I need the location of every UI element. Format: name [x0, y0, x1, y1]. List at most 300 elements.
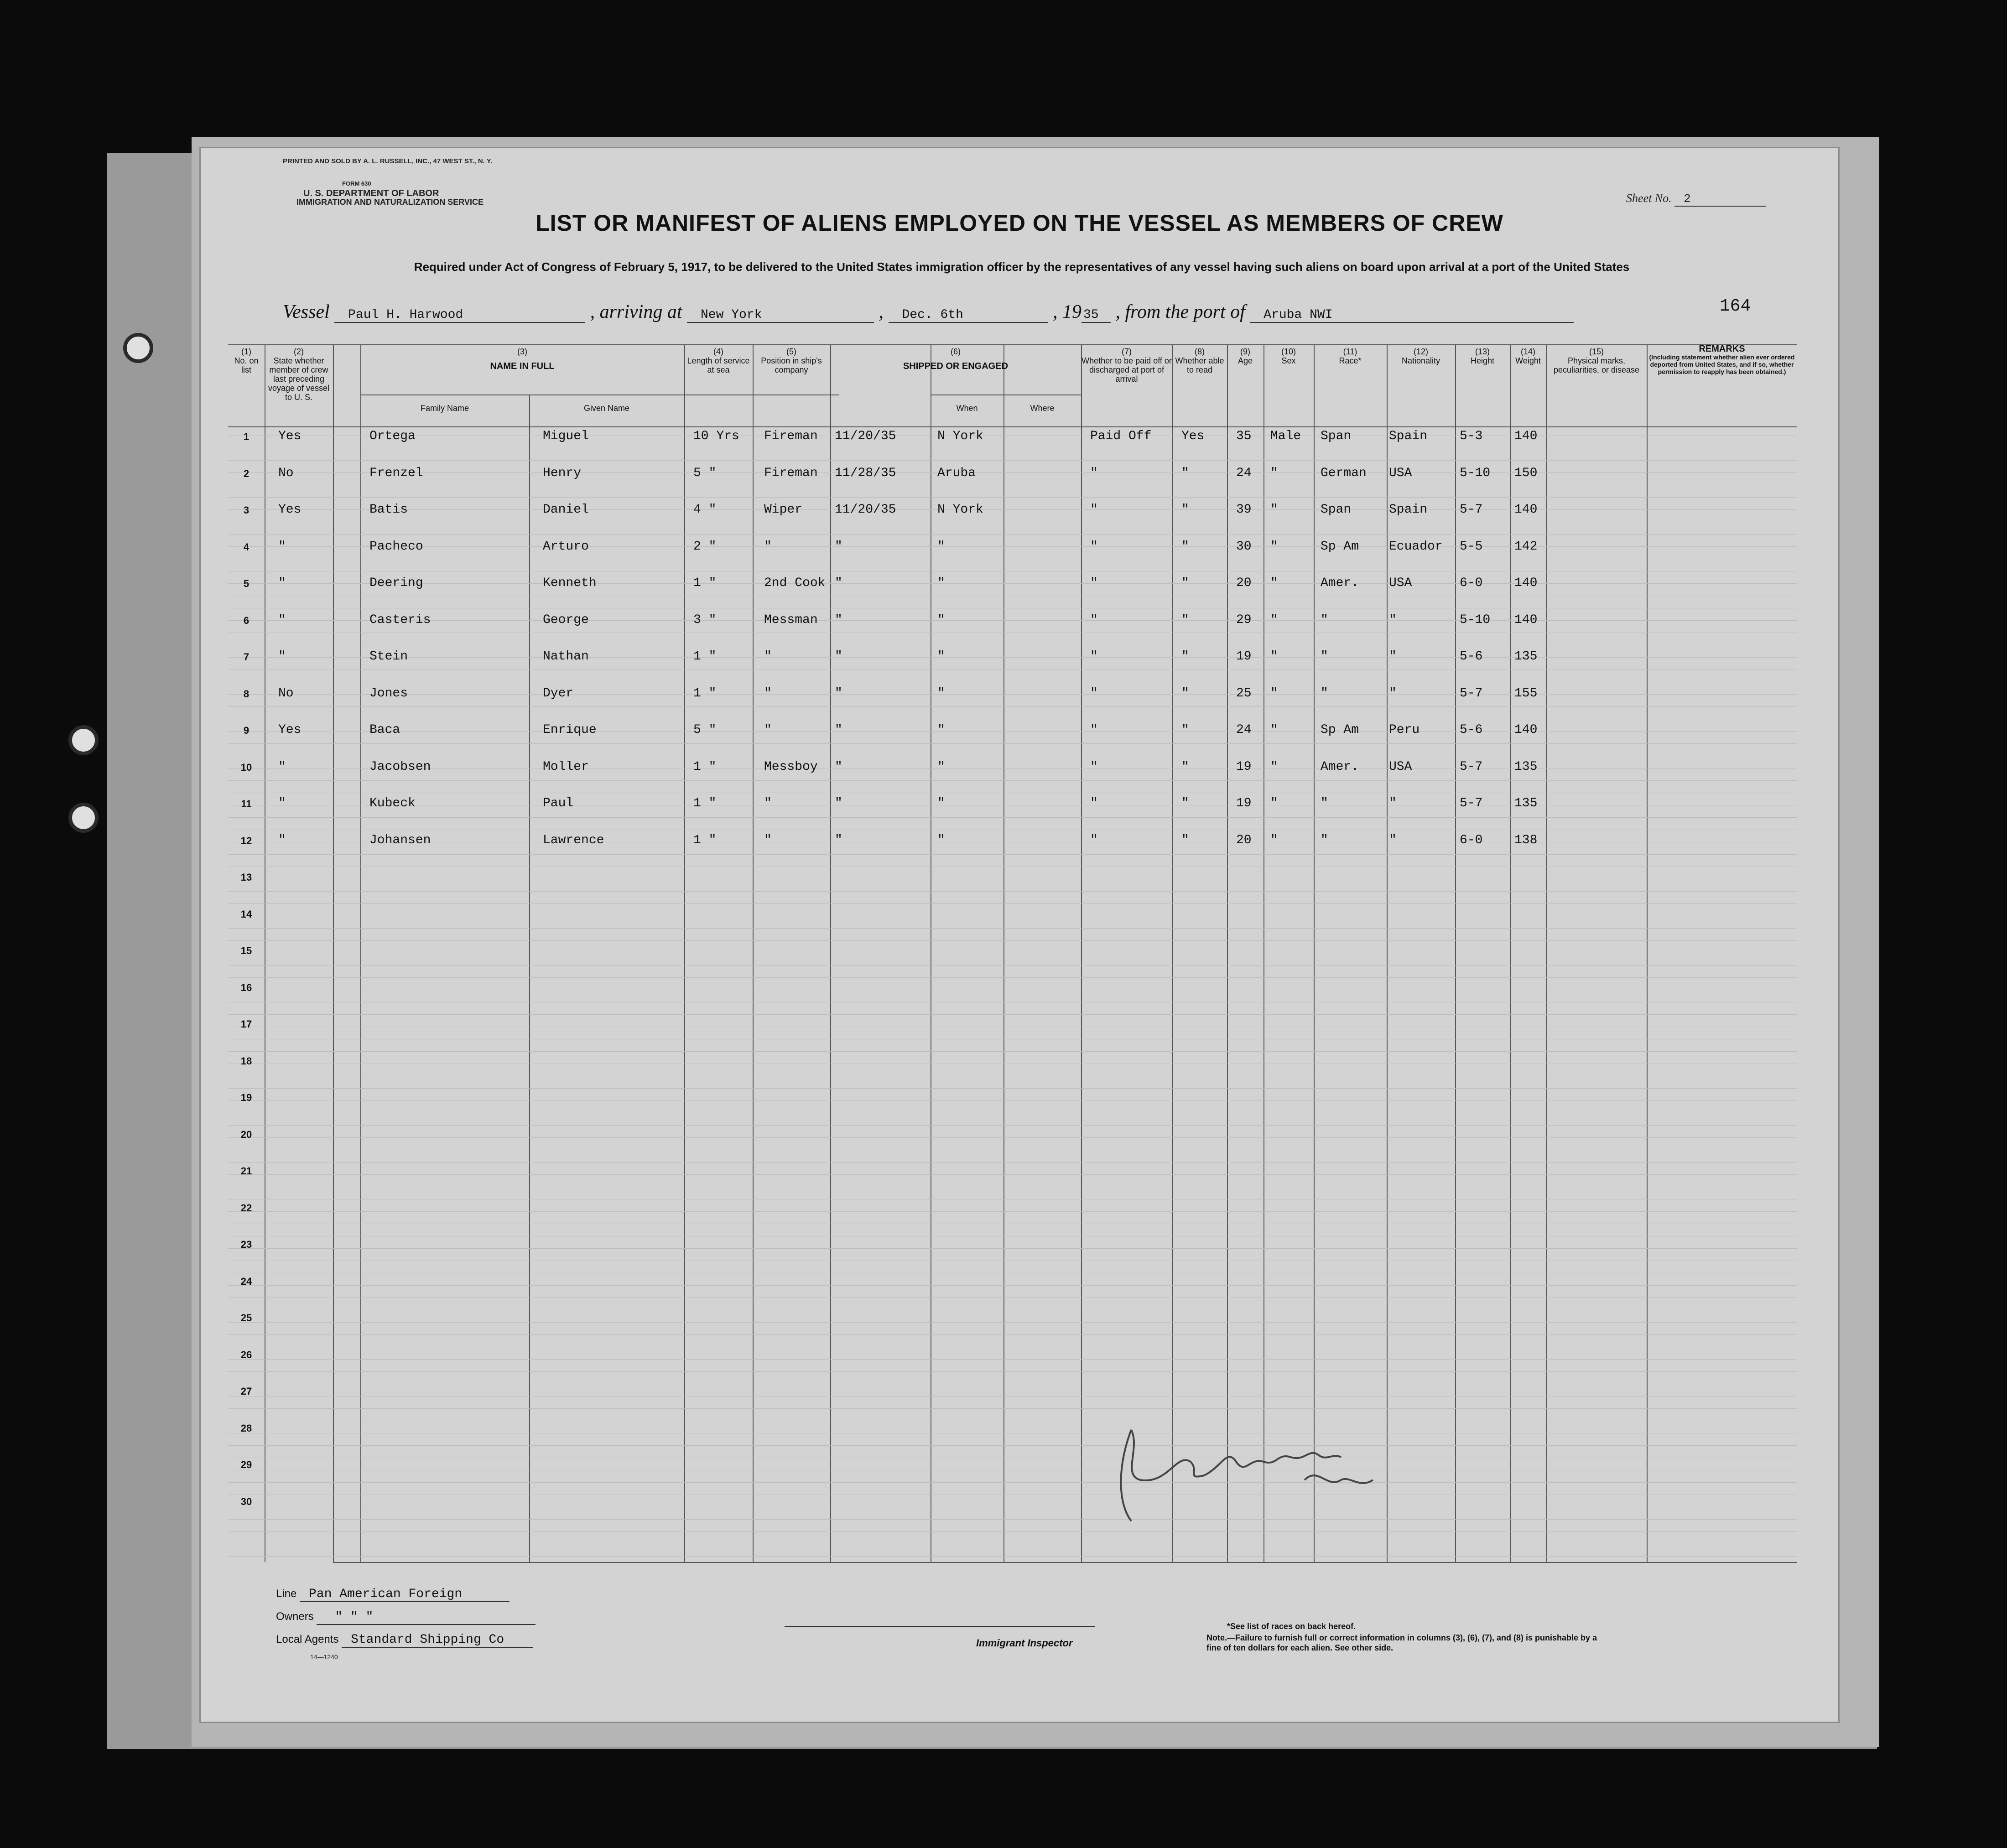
cell-age: 35 — [1236, 429, 1252, 443]
row-number: 1 — [243, 431, 250, 442]
cell-when: " — [835, 686, 842, 701]
column-rule — [830, 344, 831, 1562]
cell-sex: " — [1270, 759, 1278, 774]
cell-where: " — [937, 539, 945, 554]
cell-height: 5-7 — [1460, 759, 1483, 774]
page-title: LIST OR MANIFEST OF ALIENS EMPLOYED ON THE VESSEL AS MEMBERS OF CREW — [536, 210, 1503, 236]
cell-when: " — [835, 796, 842, 810]
cell-race: " — [1321, 649, 1328, 664]
ruled-line — [228, 928, 1797, 929]
column-number: (11) — [1343, 347, 1357, 356]
vessel-name: Paul H. Harwood — [334, 308, 585, 323]
inspector-signature — [1113, 1412, 1432, 1532]
vessel-line: Vessel Paul H. Harwood , arriving at New York , Dec. 6th , 19 35 , from the port of Aruba NWI — [283, 301, 1574, 323]
ruled-line — [228, 1051, 1797, 1052]
cell-when: " — [835, 576, 842, 590]
cell-height: 5-10 — [1460, 613, 1491, 627]
column-rule — [1510, 344, 1511, 1562]
cell-paid: " — [1090, 613, 1098, 627]
cell-read: Yes — [1181, 429, 1205, 443]
cell-where: N York — [937, 503, 983, 517]
ruled-line — [228, 1162, 1797, 1163]
cell-height: 5-5 — [1460, 539, 1483, 554]
column-number: (7) — [1122, 347, 1132, 356]
ruled-line — [228, 977, 1797, 978]
row-number: 14 — [240, 908, 252, 920]
cell-given: Daniel — [543, 503, 589, 517]
cell-race: " — [1321, 613, 1328, 627]
column-header — [1227, 344, 1263, 426]
races-note: *See list of races on back hereof. — [1227, 1622, 1356, 1631]
cell-given: Henry — [543, 466, 582, 480]
cell-race: Sp Am — [1321, 539, 1359, 554]
row-number: 24 — [240, 1275, 252, 1287]
cell-given: Dyer — [543, 686, 574, 701]
cell-age: 29 — [1236, 613, 1252, 627]
cell-family: Jones — [369, 686, 408, 701]
cell-age: 39 — [1236, 503, 1252, 517]
row-number: 23 — [240, 1239, 252, 1250]
cell-position: " — [764, 539, 772, 554]
row-number: 4 — [243, 541, 250, 553]
table-bottom-rule — [333, 1562, 1797, 1563]
ruled-line — [228, 1408, 1797, 1409]
cell-prev: Yes — [278, 503, 302, 517]
remarks-note: (Including statement whether alien ever ordered deported from United States, and if so, whether permission to reapply has been obtained.) — [1649, 353, 1795, 375]
ruled-line — [228, 1556, 1797, 1557]
column-number: (13) — [1475, 347, 1490, 356]
arriving-label: , arriving at — [590, 301, 682, 322]
cell-nat: " — [1389, 649, 1397, 664]
owners-field — [276, 1610, 536, 1625]
ruled-line — [228, 743, 1797, 744]
row-number: 11 — [241, 798, 252, 810]
ruled-line — [228, 1322, 1797, 1323]
cell-weight: 140 — [1514, 723, 1538, 737]
cell-prev: " — [278, 613, 286, 627]
cell-height: 5-6 — [1460, 649, 1483, 664]
footer-form-code: 14—1240 — [310, 1653, 338, 1661]
cell-age: 19 — [1236, 796, 1252, 810]
ruled-line — [228, 657, 1797, 658]
ruled-line — [228, 817, 1797, 818]
ruled-line — [228, 891, 1797, 892]
cell-read: " — [1181, 723, 1189, 737]
cell-given: Nathan — [543, 649, 589, 664]
cell-position: " — [764, 723, 772, 737]
cell-paid: " — [1090, 539, 1098, 554]
column-label: Physical marks, peculiarities, or disease — [1553, 356, 1640, 374]
column-rule — [684, 344, 685, 1562]
ruled-line — [228, 1334, 1797, 1335]
agents-field — [276, 1633, 533, 1648]
cell-read: " — [1181, 833, 1189, 847]
arrival-date: Dec. 6th — [889, 308, 1048, 323]
cell-height: 5-3 — [1460, 429, 1483, 443]
cell-sex: " — [1270, 503, 1278, 517]
manifest-page — [201, 148, 1838, 1722]
binder-hole — [68, 803, 99, 833]
cell-when: " — [835, 613, 842, 627]
cell-prev: " — [278, 796, 286, 810]
cell-race: Amer. — [1321, 576, 1359, 590]
cell-prev: No — [278, 466, 294, 480]
cell-family: Kubeck — [369, 796, 416, 810]
cell-family: Casteris — [369, 613, 431, 627]
row-number: 5 — [243, 578, 250, 589]
cell-age: 24 — [1236, 723, 1252, 737]
ruled-line — [228, 546, 1797, 547]
cell-paid: " — [1090, 686, 1098, 701]
cell-prev: " — [278, 833, 286, 847]
cell-race: Span — [1321, 503, 1352, 517]
vessel-label: Vessel — [283, 301, 330, 322]
ruled-line — [228, 620, 1797, 621]
sheet-number — [1626, 192, 1766, 207]
from-label: , from the port of — [1115, 301, 1245, 322]
cell-race: Span — [1321, 429, 1352, 443]
cell-given: Kenneth — [543, 576, 597, 590]
column-label: Whether able to read — [1175, 356, 1224, 374]
cell-weight: 135 — [1514, 796, 1538, 810]
cell-where: " — [937, 649, 945, 664]
column-number: (9) — [1240, 347, 1250, 356]
column-label: Nationality — [1401, 356, 1440, 365]
ruled-line — [228, 1014, 1797, 1015]
ruled-line — [228, 1519, 1797, 1520]
cell-where: " — [937, 723, 945, 737]
column-rule — [1387, 344, 1388, 1562]
cell-weight: 142 — [1514, 539, 1538, 554]
cell-weight: 140 — [1514, 429, 1538, 443]
cell-nat: " — [1389, 796, 1397, 810]
column-rule — [360, 344, 361, 1562]
cell-weight: 135 — [1514, 759, 1538, 774]
cell-position: Wiper — [764, 503, 803, 517]
cell-position: " — [764, 649, 772, 664]
ruled-line — [228, 1531, 1797, 1532]
inspector-signature-line — [785, 1626, 1095, 1627]
column-number: (15) — [1589, 347, 1604, 356]
ruled-line — [228, 1211, 1797, 1212]
owners-value: " " " — [317, 1610, 536, 1625]
cell-nat: Spain — [1389, 429, 1428, 443]
cell-family: Johansen — [369, 833, 431, 847]
cell-sex: " — [1270, 796, 1278, 810]
cell-service: 4 " — [693, 503, 717, 517]
cell-when: " — [835, 759, 842, 774]
row-number: 10 — [240, 761, 252, 773]
cell-where: N York — [937, 429, 983, 443]
cell-nat: Spain — [1389, 503, 1428, 517]
cell-nat: USA — [1389, 576, 1412, 590]
row-number: 13 — [240, 872, 252, 883]
cell-when: 11/20/35 — [835, 503, 896, 517]
column-header — [1081, 344, 1172, 426]
subheader-when: When — [956, 404, 978, 413]
row-number: 8 — [243, 688, 250, 700]
ruled-line — [228, 1100, 1797, 1101]
ruled-line — [228, 583, 1797, 584]
column-rule — [1263, 344, 1264, 1562]
column-number: (12) — [1413, 347, 1428, 356]
cell-race: Sp Am — [1321, 723, 1359, 737]
cell-where: Aruba — [937, 466, 976, 480]
cell-race: Amer. — [1321, 759, 1359, 774]
cell-read: " — [1181, 649, 1189, 664]
cell-read: " — [1181, 613, 1189, 627]
column-label: Position in ship's company — [761, 356, 822, 374]
cell-where: " — [937, 576, 945, 590]
column-rule — [1081, 344, 1082, 1562]
year-prefix: , 19 — [1053, 301, 1081, 322]
column-header — [1647, 344, 1797, 426]
line-field — [276, 1587, 510, 1602]
cell-when: " — [835, 833, 842, 847]
column-label: State whether member of crew last preceding voyage of vessel to U. S. — [268, 356, 330, 402]
cell-when: " — [835, 539, 842, 554]
column-number: (3) — [517, 347, 527, 356]
cell-given: Paul — [543, 796, 574, 810]
cell-position: Messboy — [764, 759, 818, 774]
sheet-label: Sheet No. — [1626, 192, 1672, 205]
cell-weight: 138 — [1514, 833, 1538, 847]
cell-service: 5 " — [693, 723, 717, 737]
column-label: Height — [1470, 356, 1495, 365]
cell-nat: Ecuador — [1389, 539, 1443, 554]
cell-where: " — [937, 833, 945, 847]
column-number: (1) — [241, 347, 251, 356]
column-header — [1546, 344, 1647, 426]
row-number: 30 — [240, 1495, 252, 1507]
cell-sex: Male — [1270, 429, 1301, 443]
column-rule — [333, 344, 334, 1562]
cell-when: 11/28/35 — [835, 466, 896, 480]
column-number: (4) — [713, 347, 723, 356]
ruled-line — [228, 460, 1797, 461]
ruled-line — [228, 1088, 1797, 1089]
row-number: 12 — [240, 835, 252, 846]
cell-height: 5-6 — [1460, 723, 1483, 737]
cell-weight: 140 — [1514, 576, 1538, 590]
cell-when: " — [835, 723, 842, 737]
ruled-line — [228, 1248, 1797, 1249]
column-number: (14) — [1520, 347, 1535, 356]
ruled-line — [228, 1285, 1797, 1286]
cell-family: Batis — [369, 503, 408, 517]
service-name: IMMIGRATION AND NATURALIZATION SERVICE — [296, 197, 484, 207]
column-label: NAME IN FULL — [490, 361, 555, 371]
row-number: 20 — [240, 1128, 252, 1140]
cell-age: 20 — [1236, 576, 1252, 590]
cell-age: 24 — [1236, 466, 1252, 480]
row-number: 3 — [243, 504, 250, 516]
column-label: Weight — [1515, 356, 1541, 365]
cell-given: Miguel — [543, 429, 589, 443]
cell-paid: " — [1090, 503, 1098, 517]
cell-height: 5-10 — [1460, 466, 1491, 480]
cell-sex: " — [1270, 576, 1278, 590]
ruled-line — [228, 509, 1797, 510]
column-label: No. on list — [234, 356, 259, 374]
cell-paid: " — [1090, 796, 1098, 810]
ruled-line — [228, 1445, 1797, 1446]
column-header — [753, 344, 830, 426]
cell-service: 1 " — [693, 796, 717, 810]
cell-prev: Yes — [278, 723, 302, 737]
column-label: Whether to be paid off or discharged at port of arrival — [1081, 356, 1172, 384]
cell-weight: 150 — [1514, 466, 1538, 480]
cell-service: 5 " — [693, 466, 717, 480]
column-header — [265, 344, 333, 426]
cell-nat: " — [1389, 833, 1397, 847]
cell-read: " — [1181, 576, 1189, 590]
cell-position: Fireman — [764, 466, 818, 480]
cell-position: " — [764, 833, 772, 847]
cell-paid: " — [1090, 759, 1098, 774]
cell-prev: " — [278, 539, 286, 554]
ruled-line — [228, 903, 1797, 904]
column-number: (5) — [786, 347, 796, 356]
ruled-line — [228, 965, 1797, 966]
line-label: Line — [276, 1588, 297, 1600]
ruled-line — [228, 940, 1797, 941]
ruled-line — [228, 694, 1797, 695]
ruled-line — [228, 1137, 1797, 1138]
cell-given: Moller — [543, 759, 589, 774]
cell-service: 1 " — [693, 759, 717, 774]
binder-hole — [123, 333, 153, 363]
column-rule — [1172, 344, 1173, 1562]
cell-nat: USA — [1389, 759, 1412, 774]
owners-label: Owners — [276, 1610, 314, 1623]
header-bottom-rule — [228, 426, 1797, 427]
sheet-value: 2 — [1674, 192, 1766, 207]
cell-sex: " — [1270, 613, 1278, 627]
row-number: 28 — [240, 1422, 252, 1434]
arrival-year: 35 — [1081, 308, 1111, 323]
column-label: REMARKS — [1699, 344, 1745, 354]
signature-svg — [1113, 1412, 1432, 1530]
page-number: 164 — [1720, 296, 1751, 316]
cell-position: 2nd Cook — [764, 576, 826, 590]
cell-nat: Peru — [1389, 723, 1420, 737]
row-number: 18 — [240, 1055, 252, 1067]
ruled-line — [228, 1371, 1797, 1372]
row-number: 16 — [240, 981, 252, 993]
penalty-note: Note.—Failure to furnish full or correct information in columns (3), (6), (7), and (8) is punishable by a fine of ten dollars for each alien. See other side. — [1206, 1633, 1597, 1652]
cell-when: 11/20/35 — [835, 429, 896, 443]
row-number: 19 — [240, 1092, 252, 1103]
cell-family: Ortega — [369, 429, 416, 443]
column-number: (2) — [294, 347, 304, 356]
department-name: U. S. DEPARTMENT OF LABOR — [303, 188, 439, 198]
cell-age: 20 — [1236, 833, 1252, 847]
cell-race: " — [1321, 833, 1328, 847]
cell-family: Pacheco — [369, 539, 423, 554]
cell-prev: Yes — [278, 429, 302, 443]
ruled-line — [228, 1125, 1797, 1126]
row-number: 26 — [240, 1349, 252, 1360]
cell-prev: " — [278, 576, 286, 590]
cell-position: " — [764, 686, 772, 701]
cell-nat: " — [1389, 613, 1397, 627]
cell-sex: " — [1270, 686, 1278, 701]
row-number: 9 — [243, 725, 250, 736]
cell-paid: " — [1090, 723, 1098, 737]
cell-read: " — [1181, 796, 1189, 810]
cell-service: 10 Yrs — [693, 429, 739, 443]
row-number: 7 — [243, 651, 250, 663]
cell-paid: " — [1090, 649, 1098, 664]
cell-race: " — [1321, 796, 1328, 810]
cell-family: Jacobsen — [369, 759, 431, 774]
cell-position: " — [764, 796, 772, 810]
ruled-line — [228, 534, 1797, 535]
arriving-port: New York — [687, 308, 874, 323]
cell-height: 6-0 — [1460, 833, 1483, 847]
cell-race: German — [1321, 466, 1367, 480]
ruled-line — [228, 497, 1797, 498]
sub-column-rule — [529, 395, 530, 1562]
ruled-line — [228, 780, 1797, 781]
column-number: (6) — [951, 347, 961, 356]
cell-position: Fireman — [764, 429, 818, 443]
cell-read: " — [1181, 503, 1189, 517]
inspector-label: Immigrant Inspector — [976, 1637, 1073, 1649]
column-number: (10) — [1281, 347, 1296, 356]
cell-service: 1 " — [693, 649, 717, 664]
column-header — [1387, 344, 1455, 426]
column-header — [228, 344, 265, 426]
row-number: 22 — [240, 1202, 252, 1214]
cell-read: " — [1181, 539, 1189, 554]
column-header — [1172, 344, 1227, 426]
cell-when: " — [835, 649, 842, 664]
cell-weight: 135 — [1514, 649, 1538, 664]
column-rule — [753, 344, 754, 1562]
column-number: (8) — [1195, 347, 1205, 356]
page-subtitle: Required under Act of Congress of February 5, 1917, to be delivered to the United States immigration officer by the representatives of any vessel having such aliens on board upon arrival at a port of the United States — [414, 260, 1630, 274]
ruled-line — [228, 731, 1797, 732]
subheader-given: Given Name — [583, 404, 630, 413]
cell-prev: " — [278, 759, 286, 774]
cell-nat: USA — [1389, 466, 1412, 480]
cell-service: 1 " — [693, 833, 717, 847]
column-label: Race* — [1339, 356, 1362, 365]
column-rule — [1314, 344, 1315, 1562]
column-rule — [1455, 344, 1456, 1562]
ruled-line — [228, 1174, 1797, 1175]
cell-given: Arturo — [543, 539, 589, 554]
ruled-line — [228, 854, 1797, 855]
column-header — [1263, 344, 1314, 426]
row-number: 27 — [240, 1386, 252, 1397]
ruled-line — [228, 1359, 1797, 1360]
cell-sex: " — [1270, 466, 1278, 480]
form-number: FORM 630 — [342, 180, 371, 187]
cell-given: Enrique — [543, 723, 597, 737]
cell-family: Deering — [369, 576, 423, 590]
printer-line: PRINTED AND SOLD BY A. L. RUSSELL, INC., 47 WEST ST., N. Y. — [283, 157, 493, 165]
row-number: 17 — [240, 1018, 252, 1030]
ruled-line — [228, 1482, 1797, 1483]
cell-paid: Paid Off — [1090, 429, 1152, 443]
ruled-line — [228, 706, 1797, 707]
row-number: 6 — [243, 614, 250, 626]
cell-sex: " — [1270, 723, 1278, 737]
row-number: 15 — [240, 945, 252, 956]
